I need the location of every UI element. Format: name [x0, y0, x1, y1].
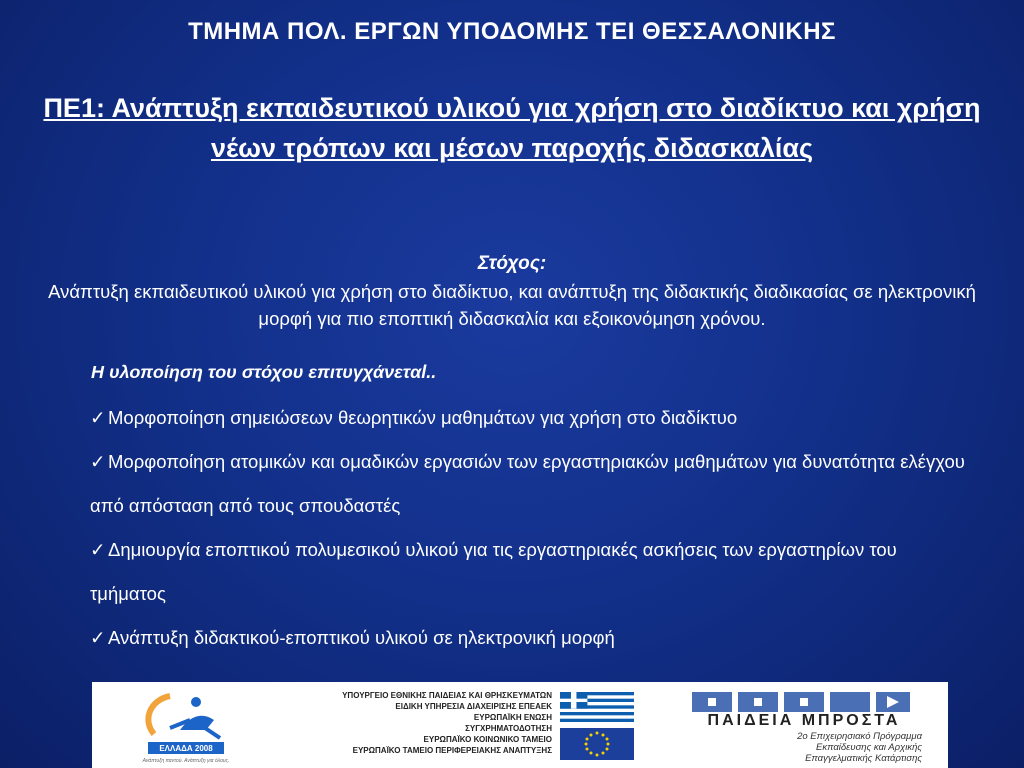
achievement-label: Η υλοποίηση του στόχου επιτυγχάνεταl..: [91, 362, 437, 382]
bullet-item: [90, 396, 970, 440]
paideia-subtitle: [686, 731, 922, 764]
ministry-line: ΕΥΡΩΠΑΪΚΟ ΤΑΜΕΙΟ ΠΕΡΙΦΕΡΕΙΑΚΗΣ ΑΝΑΠΤΥΞΗΣ: [352, 746, 552, 755]
ellada-logo-text: ΕΛΛΑΔΑ 2008: [159, 744, 213, 753]
bullet-text: Μορφοποίηση ατομικών και ομαδικών εργασιών των εργαστηριακών μαθημάτων για δυνατότητα ελέγχου από απόσταση από τους σπουδαστές: [90, 451, 965, 516]
funding-logos-banner: [92, 682, 948, 768]
paideia-title: ΠΑΙΔΕΙΑ ΜΠΡΟΣΤΑ: [707, 712, 901, 729]
check-icon: ✓: [90, 627, 106, 648]
paideia-mprosta-logo: [692, 690, 912, 714]
ministry-line: ΣΥΓΧΡΗΜΑΤΟΔΟΤΗΣΗ: [465, 724, 552, 733]
bullet-item: [90, 616, 970, 660]
bullet-text: Ανάπτυξη διδακτικού-εποπτικού υλικού σε ηλεκτρονική μορφή: [108, 627, 615, 648]
slide-title: ΠΕ1: Ανάπτυξη εκπαιδευτικού υλικού για χρήση στο διαδίκτυο και χρήση νέων τρόπων και μέσων παροχής διδασκαλίας: [43, 93, 981, 163]
greek-flag-icon: [560, 692, 634, 722]
ellada-slogan: Ανάπτυξη παντού. Ανάπτυξη για όλους.: [142, 758, 230, 764]
goal-text: Ανάπτυξη εκπαιδευτικού υλικού για χρήση στο διαδίκτυο, και ανάπτυξη της διδακτικής διαδικασίας σε ηλεκτρονική μορφή για πιο εποπτική διδασκαλία και εξοικονόμηση χρόνου.: [48, 281, 976, 329]
check-icon: ✓: [90, 407, 106, 428]
bullet-item: [90, 528, 970, 616]
paideia-sub-line: 2ο Επιχειρησιακό Πρόγραμμα: [797, 731, 922, 742]
bullet-item: [90, 440, 970, 528]
slide-header: ΤΜΗΜΑ ΠΟΛ. ΕΡΓΩΝ ΥΠΟΔΟΜΗΣ ΤΕΙ ΘΕΣΣΑΛΟΝΙΚΗΣ: [188, 18, 836, 45]
paideia-sub-line: Επαγγελματικής Κατάρτισης: [805, 753, 922, 764]
ministry-line: ΕΙΔΙΚΗ ΥΠΗΡΕΣΙΑ ΔΙΑΧΕΙΡΙΣΗΣ ΕΠΕΑΕΚ: [395, 702, 552, 711]
check-icon: ✓: [90, 451, 106, 472]
bullet-list: [90, 396, 970, 660]
check-icon: ✓: [90, 539, 106, 560]
ministry-text-block: [292, 690, 552, 756]
ministry-line: ΥΠΟΥΡΓΕΙΟ ΕΘΝΙΚΗΣ ΠΑΙΔΕΙΑΣ ΚΑΙ ΘΡΗΣΚΕΥΜΑΤΩΝ: [342, 691, 552, 700]
paideia-sub-line: Εκπαίδευσης και Αρχικής: [816, 742, 922, 753]
ellada-2008-logo: [110, 690, 260, 764]
eu-flag-icon: [560, 728, 634, 760]
goal-label: Στόχος:: [477, 253, 547, 274]
bullet-text: Μορφοποίηση σημειώσεων θεωρητικών μαθημάτων για χρήση στο διαδίκτυο: [108, 407, 738, 428]
ministry-line: ΕΥΡΩΠΑΪΚΟ ΚΟΙΝΩΝΙΚΟ ΤΑΜΕΙΟ: [423, 735, 552, 744]
bullet-text: Δημιουργία εποπτικού πολυμεσικού υλικού για τις εργαστηριακές ασκήσεις των εργαστηρίων του τμήματος: [90, 539, 897, 604]
ministry-line: ΕΥΡΩΠΑΪΚΗ ΕΝΩΣΗ: [473, 713, 552, 722]
